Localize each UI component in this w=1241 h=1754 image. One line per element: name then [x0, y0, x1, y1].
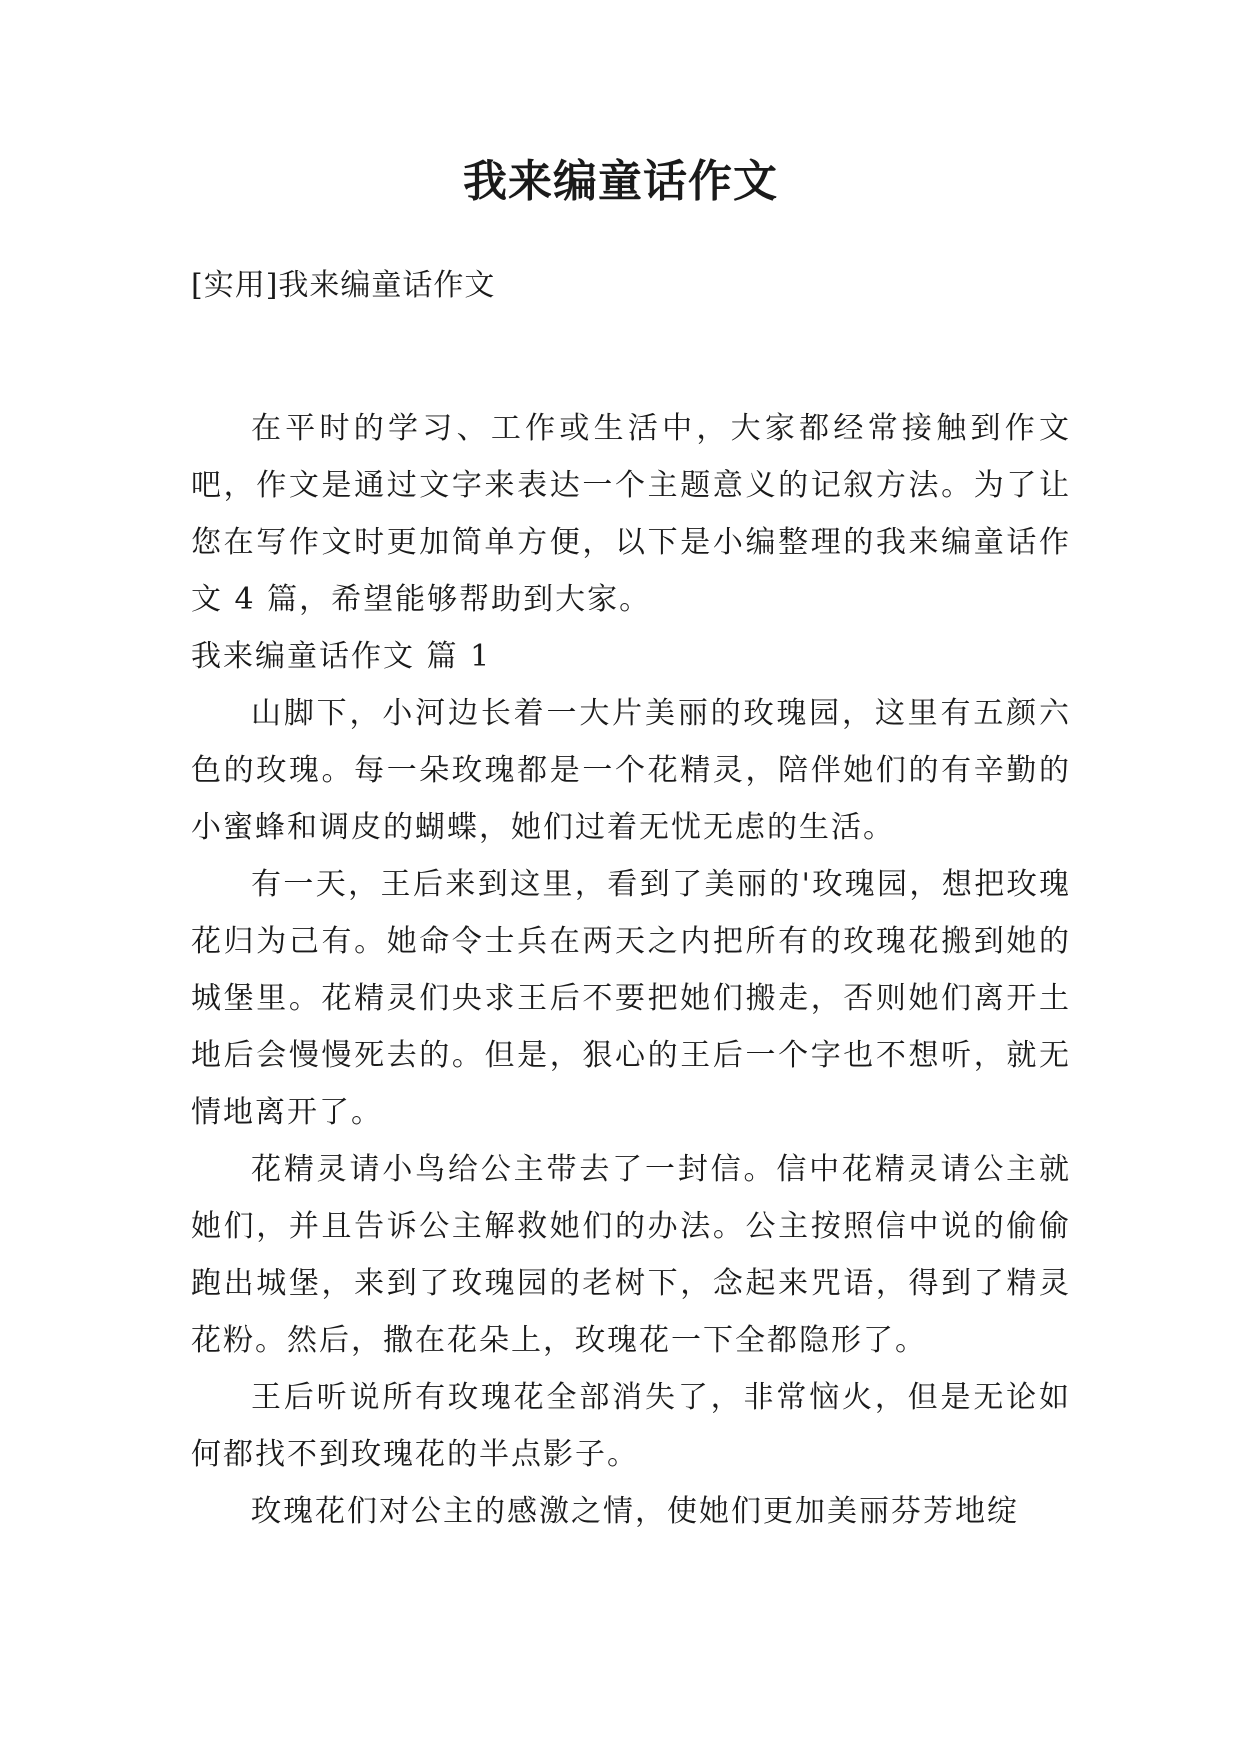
body-paragraph: 花精灵请小鸟给公主带去了一封信。信中花精灵请公主就她们，并且告诉公主解救她们的办法。公主按照信中说的偷偷跑出城堡，来到了玫瑰园的老树下，念起来咒语，得到了精灵花粉。然后，撒在花朵上，玫瑰花一下全都隐形了。 — [191, 1152, 1071, 1358]
body-paragraph: 有一天，王后来到这里，看到了美丽的'玫瑰园，想把玫瑰花归为己有。她命令士兵在两天之内把所有的玫瑰花搬到她的城堡里。花精灵们央求王后不要把她们搬走，否则她们离开土地后会慢慢死去的。但是，狠心的王后一个字也不想听，就无情地离开了。 — [191, 867, 1071, 1130]
body-paragraph: 玫瑰花们对公主的感激之情，使她们更加美丽芬芳地绽 — [251, 1494, 1019, 1529]
section-heading: 我来编童话作文 篇 1 — [191, 639, 492, 674]
intro-paragraph: 在平时的学习、工作或生活中，大家都经常接触到作文吧，作文是通过文字来表达一个主题意义的记叙方法。为了让您在写作文时更加简单方便，以下是小编整理的我来编童话作文 4 篇，希望能够帮助到大家。 — [191, 411, 1071, 617]
document-subtitle: [实用]我来编童话作文 — [191, 268, 496, 303]
document-title: 我来编童话作文 — [463, 156, 778, 207]
body-paragraph: 王后听说所有玫瑰花全部消失了，非常恼火，但是无论如何都找不到玫瑰花的半点影子。 — [191, 1380, 1071, 1472]
body-paragraph: 山脚下，小河边长着一大片美丽的玫瑰园，这里有五颜六色的玫瑰。每一朵玫瑰都是一个花精灵，陪伴她们的有辛勤的小蜜蜂和调皮的蝴蝶，她们过着无忧无虑的生活。 — [191, 696, 1071, 845]
document-body — [191, 400, 1071, 1540]
